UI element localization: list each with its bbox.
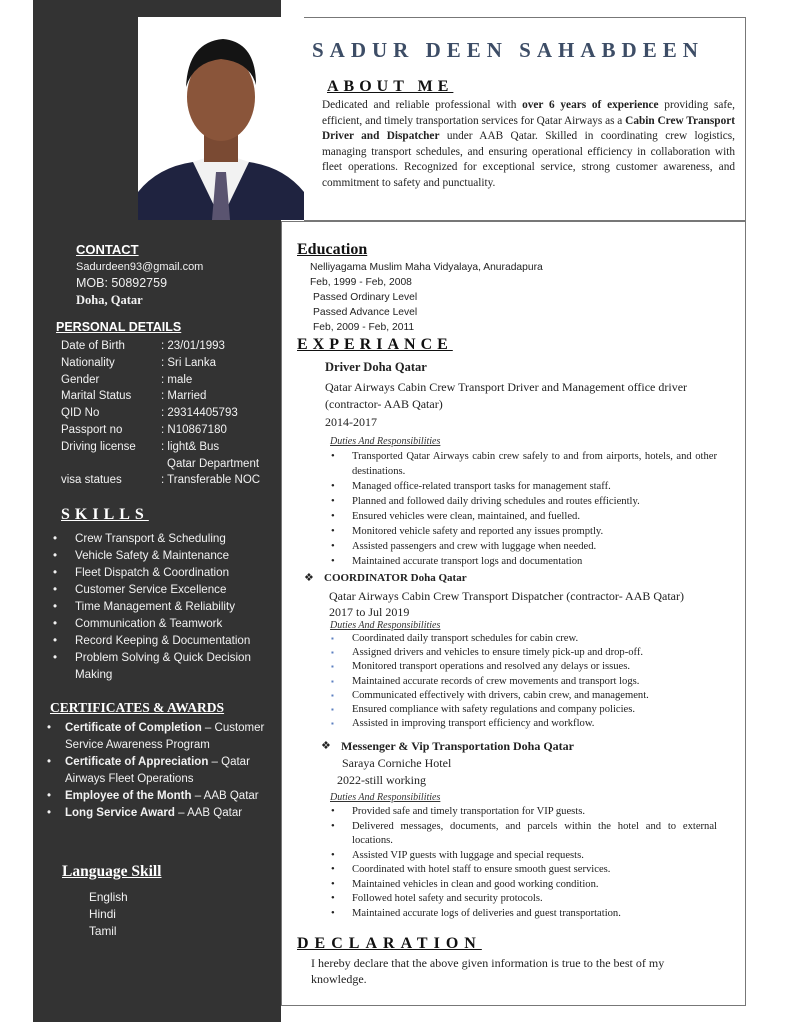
certificate-item bbox=[43, 754, 273, 788]
education-line: Passed Ordinary Level bbox=[313, 292, 418, 303]
certificate-issuer: – AAB Qatar bbox=[191, 790, 259, 802]
language-item: English bbox=[89, 890, 128, 904]
diamond-bullet-icon: ❖ bbox=[321, 740, 331, 752]
about-text-part: Dedicated and reliable professional with bbox=[322, 99, 523, 111]
detail-value: Qatar Department bbox=[167, 457, 260, 470]
certificates-list bbox=[43, 720, 273, 822]
diamond-bullet-icon: ❖ bbox=[304, 572, 314, 584]
contact-mobile: MOB: 50892759 bbox=[76, 276, 168, 290]
duty-item: • Maintained accurate transport logs and documentation bbox=[327, 554, 717, 569]
certificate-item bbox=[43, 805, 273, 822]
detail-label: Passport no bbox=[61, 424, 123, 436]
contact-heading: CONTACT bbox=[76, 242, 139, 257]
duty-item: ▪ Maintained accurate records of crew movements and transport logs. bbox=[327, 675, 727, 689]
skill-item: • Customer Service Excellence bbox=[33, 581, 273, 598]
job-duties-list bbox=[327, 449, 717, 569]
education-line: Feb, 1999 - Feb, 2008 bbox=[310, 277, 412, 288]
skill-item: • Crew Transport & Scheduling bbox=[33, 530, 273, 547]
contact-email: Sadurdeen93@gmail.com bbox=[76, 261, 204, 273]
job-duties-list bbox=[327, 805, 717, 921]
about-highlight: Cabin Crew Transport Driver and Dispatcher bbox=[322, 114, 735, 143]
main-content bbox=[281, 221, 746, 1006]
language-heading: Language Skill bbox=[62, 863, 162, 880]
certificate-issuer: – AAB Qatar bbox=[174, 807, 243, 819]
skill-item: • Fleet Dispatch & Coordination bbox=[33, 564, 273, 581]
skills-heading: SKILLS bbox=[61, 506, 149, 523]
certificates-heading: CERTIFICATES & AWARDS bbox=[50, 700, 225, 715]
job-duties-list bbox=[327, 632, 727, 731]
education-line: Nelliyagama Muslim Maha Vidyalaya, Anuradapura bbox=[310, 262, 543, 273]
certificate-name: Certificate of Appreciation bbox=[65, 756, 209, 768]
duty-item: • Transported Qatar Airways cabin crew safely to and from airports, hotels, and other destinations. bbox=[327, 449, 717, 479]
about-text bbox=[322, 98, 735, 192]
duty-item: ▪ Communicated effectively with drivers, cabin crew, and management. bbox=[327, 689, 727, 703]
certificate-issuer: – Qatar Airways Fleet Operations bbox=[65, 756, 250, 785]
profile-photo bbox=[138, 17, 304, 220]
skill-item: • Problem Solving & Quick Decision Making bbox=[33, 649, 273, 683]
skill-item: • Time Management & Reliability bbox=[33, 598, 273, 615]
declaration-text: I hereby declare that the above given information is true to the best of my knowledge. bbox=[311, 956, 665, 986]
candidate-name: SADUR DEEN SAHABDEEN bbox=[312, 38, 704, 62]
personal-detail-row bbox=[61, 373, 193, 386]
personal-detail-row bbox=[61, 356, 216, 369]
detail-value: : male bbox=[161, 373, 193, 386]
duty-item: ▪ Monitored transport operations and resolved any delays or issues. bbox=[327, 660, 727, 674]
duty-item: • Planned and followed daily driving schedules and routes efficiently. bbox=[327, 494, 717, 509]
header bbox=[304, 17, 746, 221]
about-text-part: providing safe, efficient, and timely transportation services for Qatar Airways as a bbox=[322, 99, 736, 127]
job-title: Driver Doha Qatar bbox=[325, 360, 427, 374]
duty-item: • Delivered messages, documents, and parcels within the hotel and to external locations. bbox=[327, 820, 717, 849]
certificate-name: Certificate of Completion bbox=[65, 722, 202, 734]
detail-value: : 29314405793 bbox=[161, 407, 238, 420]
certificate-name: Long Service Award bbox=[65, 807, 175, 819]
detail-label: Gender bbox=[61, 373, 100, 386]
duty-item: • Managed office-related transport tasks for management staff. bbox=[327, 479, 717, 494]
personal-detail-row bbox=[61, 340, 225, 352]
job-title: Messenger & Vip Transportation Doha Qatar bbox=[341, 739, 574, 753]
education-line: Feb, 2009 - Feb, 2011 bbox=[313, 322, 415, 333]
duty-item: • Provided safe and timely transportation for VIP guests. bbox=[327, 805, 717, 820]
duty-item: • Assisted VIP guests with luggage and special requests. bbox=[327, 849, 717, 864]
job-period: 2022-still working bbox=[337, 773, 426, 787]
duty-item: ▪ Ensured compliance with safety regulations and company policies. bbox=[327, 703, 727, 717]
duty-item: • Monitored vehicle safety and reported any issues promptly. bbox=[327, 524, 717, 539]
duty-item: • Followed hotel safety and security protocols. bbox=[327, 892, 717, 907]
language-list bbox=[89, 889, 128, 940]
duty-item: • Ensured vehicles were clean, maintained, and fuelled. bbox=[327, 509, 717, 524]
duties-label: Duties And Responsibilities bbox=[330, 620, 441, 631]
duty-item: ▪ Assisted in improving transport efficiency and workflow. bbox=[327, 717, 727, 731]
duty-item: • Assisted passengers and crew with luggage when needed. bbox=[327, 539, 717, 554]
personal-detail-row bbox=[61, 474, 261, 487]
detail-label: QID No bbox=[61, 407, 100, 420]
experience-heading: EXPERIANCE bbox=[297, 336, 453, 353]
personal-detail-row bbox=[61, 424, 227, 436]
personal-detail-row bbox=[61, 440, 220, 453]
job-title: COORDINATOR Doha Qatar bbox=[324, 572, 467, 584]
declaration-heading: DECLARATION bbox=[297, 935, 482, 952]
duty-item: • Maintained accurate logs of deliveries and guest transportation. bbox=[327, 907, 717, 922]
job-description: Qatar Airways Cabin Crew Transport Dispatcher (contractor- AAB Qatar) 2017 to Jul 2019 bbox=[329, 589, 685, 619]
detail-value: : 23/01/1993 bbox=[161, 340, 225, 352]
person-portrait-icon bbox=[138, 17, 304, 220]
job-period: 2014-2017 bbox=[325, 415, 377, 429]
detail-value: : Transferable NOC bbox=[161, 474, 261, 487]
detail-label: Driving license bbox=[61, 440, 136, 453]
skill-item: • Vehicle Safety & Maintenance bbox=[33, 547, 273, 564]
duties-label: Duties And Responsibilities bbox=[330, 792, 441, 803]
skills-list bbox=[33, 530, 273, 683]
personal-details-heading: PERSONAL DETAILS bbox=[56, 320, 182, 334]
duty-item: ▪ Coordinated daily transport schedules for cabin crew. bbox=[327, 632, 727, 646]
about-text-part: under AAB Qatar. Skilled in coordinating crew logistics, managing transport schedules, and ensuring operational efficiency in collaboration with fleet operations. Recognized for exceptional service, strong customer awareness, and commitment to safety and punctuality. bbox=[322, 130, 736, 189]
personal-detail-row bbox=[61, 390, 207, 403]
detail-label: Date of Birth bbox=[61, 340, 125, 352]
education-line: Passed Advance Level bbox=[313, 307, 418, 318]
language-item: Tamil bbox=[89, 924, 117, 938]
detail-label: Marital Status bbox=[61, 390, 132, 403]
certificate-issuer: – Customer Service Awareness Program bbox=[65, 722, 265, 751]
skill-item: • Communication & Teamwork bbox=[33, 615, 273, 632]
skill-item: • Record Keeping & Documentation bbox=[33, 632, 273, 649]
job-description: Qatar Airways Cabin Crew Transport Driver and Management office driver (contractor- AAB Qatar) bbox=[325, 380, 688, 411]
detail-value: : light& Bus bbox=[161, 440, 220, 453]
duties-label: Duties And Responsibilities bbox=[330, 436, 441, 447]
certificate-item bbox=[43, 788, 273, 805]
duty-item: ▪ Assigned drivers and vehicles to ensure timely pick-up and drop-off. bbox=[327, 646, 727, 660]
duty-item: • Coordinated with hotel staff to ensure smooth guest services. bbox=[327, 863, 717, 878]
contact-location: Doha, Qatar bbox=[76, 293, 143, 307]
education-heading: Education bbox=[297, 241, 368, 258]
duty-item: • Maintained vehicles in clean and good working condition. bbox=[327, 878, 717, 893]
language-item: Hindi bbox=[89, 907, 116, 921]
about-heading: ABOUT ME bbox=[327, 78, 454, 95]
detail-value: : Sri Lanka bbox=[161, 356, 216, 369]
detail-label: Nationality bbox=[61, 356, 115, 369]
detail-value: : N10867180 bbox=[161, 424, 227, 436]
detail-value: : Married bbox=[161, 390, 207, 403]
certificate-item bbox=[43, 720, 273, 754]
certificate-name: Employee of the Month bbox=[65, 790, 192, 802]
about-highlight: over 6 years of experience bbox=[522, 99, 659, 111]
personal-detail-row bbox=[61, 407, 238, 420]
detail-label: visa statues bbox=[61, 474, 122, 487]
job-description: Saraya Corniche Hotel bbox=[342, 756, 452, 770]
